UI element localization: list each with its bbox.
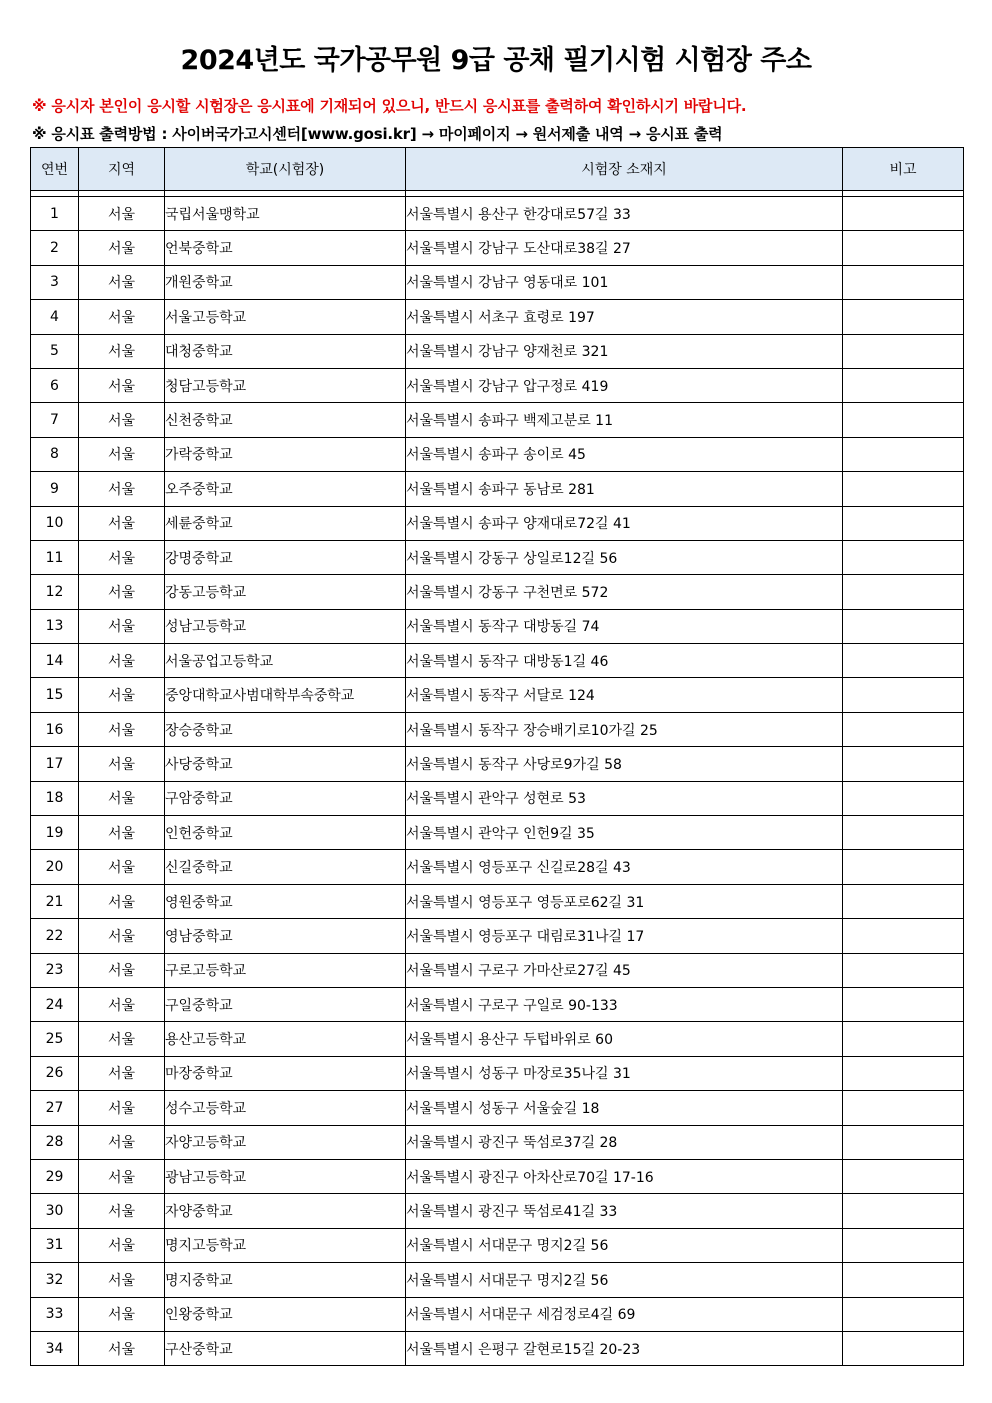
cell-school: 영원중학교: [165, 884, 406, 918]
cell-note: [843, 437, 964, 471]
cell-address: 서울특별시 강남구 도산대로38길 27: [406, 231, 843, 265]
cell-address: 서울특별시 서대문구 명지2길 56: [406, 1263, 843, 1297]
cell-note: [843, 506, 964, 540]
cell-region: 서울: [79, 850, 165, 884]
cell-address: 서울특별시 영등포구 신길로28길 43: [406, 850, 843, 884]
cell-school: 용산고등학교: [165, 1022, 406, 1056]
cell-note: [843, 609, 964, 643]
table-row: [31, 1022, 964, 1056]
table-row: [31, 919, 964, 953]
cell-region: 서울: [79, 678, 165, 712]
cell-no: 4: [31, 300, 79, 334]
cell-school: 서울고등학교: [165, 300, 406, 334]
cell-region: 서울: [79, 403, 165, 437]
cell-school: 자양고등학교: [165, 1125, 406, 1159]
table-row: [31, 1125, 964, 1159]
cell-note: [843, 231, 964, 265]
cell-school: 신천중학교: [165, 403, 406, 437]
cell-region: 서울: [79, 987, 165, 1021]
cell-address: 서울특별시 동작구 사당로9가길 58: [406, 747, 843, 781]
cell-note: [843, 678, 964, 712]
cell-no: 16: [31, 712, 79, 746]
cell-region: 서울: [79, 1297, 165, 1331]
table-row: [31, 850, 964, 884]
cell-school: 구로고등학교: [165, 953, 406, 987]
cell-address: 서울특별시 용산구 두텁바위로 60: [406, 1022, 843, 1056]
table-row: [31, 712, 964, 746]
cell-school: 성남고등학교: [165, 609, 406, 643]
cell-address: 서울특별시 광진구 아차산로70길 17-16: [406, 1159, 843, 1193]
table-body: [31, 191, 964, 1366]
table-row: [31, 1159, 964, 1193]
cell-note: [843, 919, 964, 953]
cell-region: 서울: [79, 884, 165, 918]
cell-note: [843, 1091, 964, 1125]
cell-region: 서울: [79, 197, 165, 231]
cell-school: 개원중학교: [165, 265, 406, 299]
cell-note: [843, 575, 964, 609]
cell-no: 11: [31, 540, 79, 574]
table-row: [31, 265, 964, 299]
cell-address: 서울특별시 용산구 한강대로57길 33: [406, 197, 843, 231]
cell-school: 언북중학교: [165, 231, 406, 265]
cell-region: 서울: [79, 1228, 165, 1262]
cell-address: 서울특별시 광진구 뚝섬로41길 33: [406, 1194, 843, 1228]
cell-region: 서울: [79, 506, 165, 540]
table-row: [31, 472, 964, 506]
cell-address: 서울특별시 서초구 효령로 197: [406, 300, 843, 334]
cell-address: 서울특별시 송파구 양재대로72길 41: [406, 506, 843, 540]
cell-school: 대청중학교: [165, 334, 406, 368]
table-row: [31, 1331, 964, 1365]
cell-address: 서울특별시 은평구 갈현로15길 20-23: [406, 1331, 843, 1365]
table-row: [31, 403, 964, 437]
cell-region: 서울: [79, 1125, 165, 1159]
table-row: [31, 1228, 964, 1262]
cell-no: 3: [31, 265, 79, 299]
cell-no: 17: [31, 747, 79, 781]
page-title: 2024년도 국가공무원 9급 공채 필기시험 시험장 주소: [180, 45, 812, 76]
cell-region: 서울: [79, 472, 165, 506]
cell-no: 19: [31, 816, 79, 850]
cell-region: 서울: [79, 747, 165, 781]
cell-note: [843, 884, 964, 918]
cell-note: [843, 987, 964, 1021]
cell-address: 서울특별시 영등포구 영등포로62길 31: [406, 884, 843, 918]
cell-school: 명지중학교: [165, 1263, 406, 1297]
table-row: [31, 781, 964, 815]
cell-region: 서울: [79, 1022, 165, 1056]
cell-no: 18: [31, 781, 79, 815]
cell-school: 구암중학교: [165, 781, 406, 815]
table-row: [31, 197, 964, 231]
cell-school: 장승중학교: [165, 712, 406, 746]
cell-school: 인왕중학교: [165, 1297, 406, 1331]
cell-region: 서울: [79, 334, 165, 368]
cell-note: [843, 1228, 964, 1262]
header-school: 학교(시험장): [165, 148, 406, 191]
cell-note: [843, 265, 964, 299]
cell-note: [843, 781, 964, 815]
cell-no: 7: [31, 403, 79, 437]
cell-address: 서울특별시 관악구 성현로 53: [406, 781, 843, 815]
cell-no: 13: [31, 609, 79, 643]
cell-address: 서울특별시 구로구 구일로 90-133: [406, 987, 843, 1021]
table-row: [31, 987, 964, 1021]
cell-no: 6: [31, 368, 79, 402]
table-row: [31, 816, 964, 850]
table-row: [31, 644, 964, 678]
table-row: [31, 678, 964, 712]
table-row: [31, 747, 964, 781]
cell-region: 서울: [79, 437, 165, 471]
table-row: [31, 368, 964, 402]
cell-address: 서울특별시 영등포구 대림로31나길 17: [406, 919, 843, 953]
cell-school: 광남고등학교: [165, 1159, 406, 1193]
cell-note: [843, 540, 964, 574]
cell-school: 국립서울맹학교: [165, 197, 406, 231]
cell-region: 서울: [79, 300, 165, 334]
cell-note: [843, 1297, 964, 1331]
cell-note: [843, 300, 964, 334]
cell-region: 서울: [79, 1159, 165, 1193]
cell-address: 서울특별시 동작구 대방동1길 46: [406, 644, 843, 678]
cell-region: 서울: [79, 816, 165, 850]
header-region: 지역: [79, 148, 165, 191]
cell-no: 27: [31, 1091, 79, 1125]
cell-region: 서울: [79, 953, 165, 987]
notice-text: ※ 응시자 본인이 응시할 시험장은 응시표에 기재되어 있으니, 반드시 응시표를 출력하여 확인하시기 바랍니다.: [32, 97, 747, 115]
cell-school: 서울공업고등학교: [165, 644, 406, 678]
cell-no: 26: [31, 1056, 79, 1090]
table-row: [31, 884, 964, 918]
cell-school: 구일중학교: [165, 987, 406, 1021]
cell-region: 서울: [79, 781, 165, 815]
cell-no: 30: [31, 1194, 79, 1228]
table-row: [31, 231, 964, 265]
cell-address: 서울특별시 동작구 대방동길 74: [406, 609, 843, 643]
cell-address: 서울특별시 광진구 뚝섬로37길 28: [406, 1125, 843, 1159]
cell-note: [843, 850, 964, 884]
cell-school: 구산중학교: [165, 1331, 406, 1365]
table-row: [31, 300, 964, 334]
cell-region: 서울: [79, 368, 165, 402]
cell-school: 강명중학교: [165, 540, 406, 574]
cell-school: 마장중학교: [165, 1056, 406, 1090]
cell-address: 서울특별시 송파구 백제고분로 11: [406, 403, 843, 437]
cell-no: 34: [31, 1331, 79, 1365]
cell-note: [843, 953, 964, 987]
cell-note: [843, 1159, 964, 1193]
cell-region: 서울: [79, 231, 165, 265]
header-no: 연번: [31, 148, 79, 191]
table-row: [31, 953, 964, 987]
table-row: [31, 1297, 964, 1331]
cell-school: 인헌중학교: [165, 816, 406, 850]
cell-no: 20: [31, 850, 79, 884]
cell-note: [843, 472, 964, 506]
cell-region: 서울: [79, 1263, 165, 1297]
cell-region: 서울: [79, 540, 165, 574]
cell-school: 신길중학교: [165, 850, 406, 884]
cell-school: 청담고등학교: [165, 368, 406, 402]
cell-region: 서울: [79, 1056, 165, 1090]
cell-no: 10: [31, 506, 79, 540]
cell-no: 29: [31, 1159, 79, 1193]
cell-region: 서울: [79, 1091, 165, 1125]
cell-region: 서울: [79, 609, 165, 643]
cell-address: 서울특별시 강남구 영동대로 101: [406, 265, 843, 299]
print-method-text: ※ 응시표 출력방법 : 사이버국가고시센터[www.gosi.kr] → 마이페이지 → 원서제출 내역 → 응시표 출력: [32, 125, 723, 143]
cell-no: 25: [31, 1022, 79, 1056]
cell-school: 세륜중학교: [165, 506, 406, 540]
header-address: 시험장 소재지: [406, 148, 843, 191]
cell-no: 8: [31, 437, 79, 471]
table-row: [31, 1091, 964, 1125]
table-row: [31, 609, 964, 643]
table-row: [31, 437, 964, 471]
cell-no: 12: [31, 575, 79, 609]
table-row: [31, 540, 964, 574]
cell-address: 서울특별시 동작구 서달로 124: [406, 678, 843, 712]
cell-address: 서울특별시 서대문구 명지2길 56: [406, 1228, 843, 1262]
cell-note: [843, 816, 964, 850]
cell-note: [843, 368, 964, 402]
cell-no: 28: [31, 1125, 79, 1159]
cell-region: 서울: [79, 1331, 165, 1365]
cell-region: 서울: [79, 265, 165, 299]
exam-site-table: [30, 147, 964, 1366]
table-row: [31, 506, 964, 540]
cell-no: 22: [31, 919, 79, 953]
table-header-row: [31, 148, 964, 191]
cell-address: 서울특별시 관악구 인헌9길 35: [406, 816, 843, 850]
cell-address: 서울특별시 동작구 장승배기로10가길 25: [406, 712, 843, 746]
cell-school: 사당중학교: [165, 747, 406, 781]
cell-address: 서울특별시 송파구 동남로 281: [406, 472, 843, 506]
cell-note: [843, 1056, 964, 1090]
cell-note: [843, 1263, 964, 1297]
cell-school: 자양중학교: [165, 1194, 406, 1228]
table-row: [31, 575, 964, 609]
cell-note: [843, 403, 964, 437]
cell-school: 명지고등학교: [165, 1228, 406, 1262]
cell-address: 서울특별시 성동구 마장로35나길 31: [406, 1056, 843, 1090]
cell-no: 33: [31, 1297, 79, 1331]
cell-no: 23: [31, 953, 79, 987]
cell-no: 31: [31, 1228, 79, 1262]
cell-no: 1: [31, 197, 79, 231]
cell-no: 21: [31, 884, 79, 918]
cell-school: 중앙대학교사범대학부속중학교: [165, 678, 406, 712]
cell-address: 서울특별시 서대문구 세검정로4길 69: [406, 1297, 843, 1331]
cell-note: [843, 1022, 964, 1056]
cell-region: 서울: [79, 1194, 165, 1228]
cell-note: [843, 712, 964, 746]
cell-school: 오주중학교: [165, 472, 406, 506]
cell-note: [843, 1125, 964, 1159]
cell-no: 32: [31, 1263, 79, 1297]
cell-school: 가락중학교: [165, 437, 406, 471]
cell-school: 성수고등학교: [165, 1091, 406, 1125]
cell-no: 14: [31, 644, 79, 678]
cell-note: [843, 334, 964, 368]
cell-note: [843, 1331, 964, 1365]
cell-note: [843, 1194, 964, 1228]
cell-address: 서울특별시 성동구 서울숲길 18: [406, 1091, 843, 1125]
cell-no: 15: [31, 678, 79, 712]
cell-no: 24: [31, 987, 79, 1021]
cell-region: 서울: [79, 919, 165, 953]
cell-address: 서울특별시 구로구 가마산로27길 45: [406, 953, 843, 987]
header-note: 비고: [843, 148, 964, 191]
cell-note: [843, 644, 964, 678]
cell-address: 서울특별시 강남구 압구정로 419: [406, 368, 843, 402]
cell-region: 서울: [79, 644, 165, 678]
cell-region: 서울: [79, 712, 165, 746]
cell-school: 강동고등학교: [165, 575, 406, 609]
cell-no: 9: [31, 472, 79, 506]
cell-address: 서울특별시 강동구 구천면로 572: [406, 575, 843, 609]
cell-note: [843, 197, 964, 231]
cell-region: 서울: [79, 575, 165, 609]
cell-address: 서울특별시 강동구 상일로12길 56: [406, 540, 843, 574]
cell-school: 영남중학교: [165, 919, 406, 953]
cell-no: 2: [31, 231, 79, 265]
cell-address: 서울특별시 송파구 송이로 45: [406, 437, 843, 471]
table-row: [31, 334, 964, 368]
cell-no: 5: [31, 334, 79, 368]
table-row: [31, 1056, 964, 1090]
table-row: [31, 1194, 964, 1228]
table-row: [31, 1263, 964, 1297]
cell-note: [843, 747, 964, 781]
cell-address: 서울특별시 강남구 양재천로 321: [406, 334, 843, 368]
